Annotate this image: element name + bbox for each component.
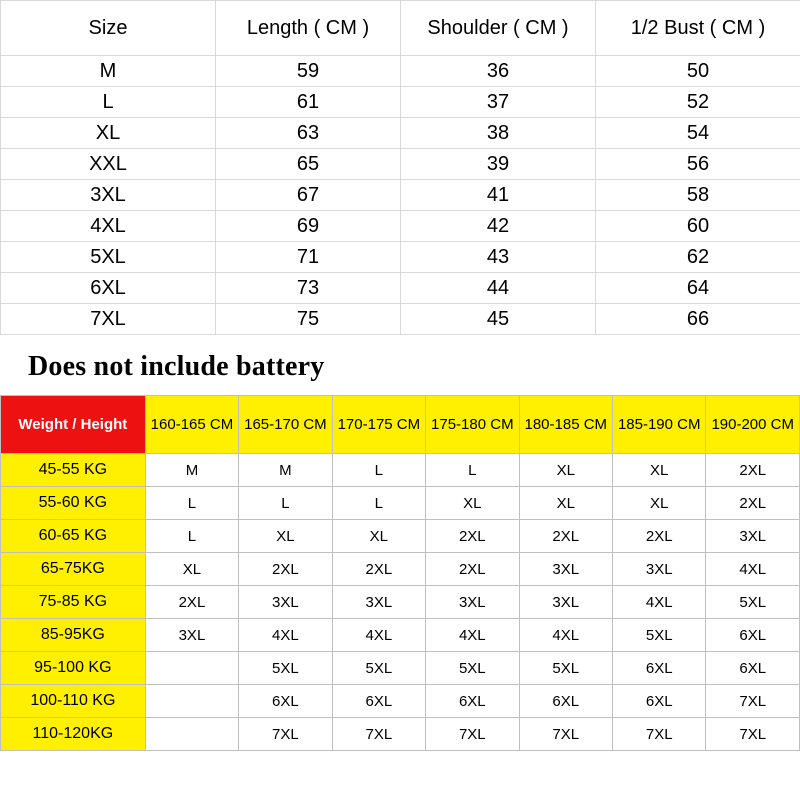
- size-cell: 7XL: [332, 718, 425, 751]
- table-row: [1, 520, 800, 553]
- size-cell: 7XL: [706, 718, 800, 751]
- table-row: [1, 454, 800, 487]
- size-cell: 3XL: [519, 586, 612, 619]
- size-cell: [145, 685, 238, 718]
- weight-height-corner-label: Weight / Height: [1, 396, 146, 454]
- weight-height-table-head: [1, 396, 800, 454]
- size-cell: L: [145, 487, 238, 520]
- bust-value: 54: [596, 118, 800, 149]
- table-row: [1, 553, 800, 586]
- size-cell: 6XL: [706, 652, 800, 685]
- size-cell: 4XL: [426, 619, 519, 652]
- length-value: 69: [216, 211, 401, 242]
- size-cell: XL: [612, 454, 705, 487]
- size-label: 5XL: [1, 242, 216, 273]
- weight-range-label: 95-100 KG: [1, 652, 146, 685]
- table-row: [1, 149, 800, 180]
- size-cell: 2XL: [612, 520, 705, 553]
- shoulder-value: 38: [401, 118, 596, 149]
- garment-measurements-table: [0, 0, 800, 335]
- length-value: 73: [216, 273, 401, 304]
- size-label: 7XL: [1, 304, 216, 335]
- table-row: [1, 586, 800, 619]
- size-cell: 6XL: [612, 685, 705, 718]
- table-row: [1, 242, 800, 273]
- table-row: [1, 619, 800, 652]
- size-cell: 3XL: [239, 586, 332, 619]
- size-cell: 3XL: [706, 520, 800, 553]
- shoulder-value: 44: [401, 273, 596, 304]
- size-label: 3XL: [1, 180, 216, 211]
- shoulder-value: 39: [401, 149, 596, 180]
- length-value: 63: [216, 118, 401, 149]
- shoulder-value: 45: [401, 304, 596, 335]
- table-header-row: [1, 396, 800, 454]
- size-cell: 6XL: [706, 619, 800, 652]
- table-row: [1, 304, 800, 335]
- table-row: [1, 718, 800, 751]
- weight-range-label: 60-65 KG: [1, 520, 146, 553]
- weight-range-label: 110-120KG: [1, 718, 146, 751]
- size-cell: [145, 718, 238, 751]
- column-header-bust: 1/2 Bust ( CM ): [596, 1, 800, 56]
- height-range-header: 190-200 CM: [706, 396, 800, 454]
- size-cell: 6XL: [612, 652, 705, 685]
- size-label: M: [1, 56, 216, 87]
- size-cell: 2XL: [519, 520, 612, 553]
- size-label: 6XL: [1, 273, 216, 304]
- size-table-body: [1, 56, 800, 335]
- size-cell: 7XL: [612, 718, 705, 751]
- size-cell: 5XL: [426, 652, 519, 685]
- size-label: XL: [1, 118, 216, 149]
- shoulder-value: 36: [401, 56, 596, 87]
- size-cell: 4XL: [519, 619, 612, 652]
- size-cell: 7XL: [706, 685, 800, 718]
- size-cell: M: [145, 454, 238, 487]
- size-cell: 2XL: [426, 520, 519, 553]
- size-cell: 4XL: [332, 619, 425, 652]
- size-cell: 2XL: [706, 487, 800, 520]
- size-cell: 2XL: [145, 586, 238, 619]
- bust-value: 64: [596, 273, 800, 304]
- column-header-size: Size: [1, 1, 216, 56]
- size-cell: 3XL: [519, 553, 612, 586]
- size-cell: 4XL: [706, 553, 800, 586]
- size-cell: 5XL: [239, 652, 332, 685]
- shoulder-value: 37: [401, 87, 596, 118]
- weight-range-label: 65-75KG: [1, 553, 146, 586]
- size-cell: XL: [239, 520, 332, 553]
- table-row: [1, 652, 800, 685]
- table-row: [1, 56, 800, 87]
- height-range-header: 160-165 CM: [145, 396, 238, 454]
- weight-height-table-body: [1, 454, 800, 751]
- size-cell: L: [239, 487, 332, 520]
- size-cell: 3XL: [426, 586, 519, 619]
- size-cell: 5XL: [519, 652, 612, 685]
- size-label: L: [1, 87, 216, 118]
- size-cell: L: [332, 454, 425, 487]
- size-cell: M: [239, 454, 332, 487]
- size-cell: [145, 652, 238, 685]
- height-range-header: 170-175 CM: [332, 396, 425, 454]
- table-row: [1, 273, 800, 304]
- size-cell: 6XL: [332, 685, 425, 718]
- size-cell: 2XL: [332, 553, 425, 586]
- size-label: 4XL: [1, 211, 216, 242]
- bust-value: 60: [596, 211, 800, 242]
- weight-range-label: 55-60 KG: [1, 487, 146, 520]
- shoulder-value: 42: [401, 211, 596, 242]
- size-cell: L: [426, 454, 519, 487]
- size-cell: 2XL: [706, 454, 800, 487]
- size-cell: 3XL: [332, 586, 425, 619]
- size-cell: 4XL: [612, 586, 705, 619]
- height-range-header: 185-190 CM: [612, 396, 705, 454]
- size-cell: 7XL: [239, 718, 332, 751]
- size-cell: 3XL: [612, 553, 705, 586]
- length-value: 75: [216, 304, 401, 335]
- battery-notice: Does not include battery: [28, 351, 325, 382]
- size-cell: 6XL: [519, 685, 612, 718]
- size-cell: 6XL: [426, 685, 519, 718]
- size-cell: 7XL: [426, 718, 519, 751]
- size-table-head: [1, 1, 800, 56]
- table-row: [1, 685, 800, 718]
- bust-value: 52: [596, 87, 800, 118]
- weight-height-size-table: [0, 395, 800, 751]
- table-row: [1, 118, 800, 149]
- size-cell: 7XL: [519, 718, 612, 751]
- bust-value: 62: [596, 242, 800, 273]
- table-row: [1, 211, 800, 242]
- height-range-header: 180-185 CM: [519, 396, 612, 454]
- size-cell: XL: [519, 454, 612, 487]
- bust-value: 66: [596, 304, 800, 335]
- bust-value: 56: [596, 149, 800, 180]
- bust-value: 50: [596, 56, 800, 87]
- size-cell: 5XL: [332, 652, 425, 685]
- size-cell: L: [332, 487, 425, 520]
- height-range-header: 175-180 CM: [426, 396, 519, 454]
- shoulder-value: 41: [401, 180, 596, 211]
- bust-value: 58: [596, 180, 800, 211]
- size-cell: XL: [612, 487, 705, 520]
- length-value: 67: [216, 180, 401, 211]
- size-cell: 2XL: [239, 553, 332, 586]
- size-cell: XL: [332, 520, 425, 553]
- weight-range-label: 75-85 KG: [1, 586, 146, 619]
- height-range-header: 165-170 CM: [239, 396, 332, 454]
- size-cell: L: [145, 520, 238, 553]
- size-label: XXL: [1, 149, 216, 180]
- size-cell: 2XL: [426, 553, 519, 586]
- size-cell: XL: [519, 487, 612, 520]
- table-header-row: [1, 1, 800, 56]
- table-row: [1, 87, 800, 118]
- size-cell: XL: [426, 487, 519, 520]
- size-cell: XL: [145, 553, 238, 586]
- table-row: [1, 487, 800, 520]
- size-cell: 4XL: [239, 619, 332, 652]
- size-cell: 5XL: [706, 586, 800, 619]
- length-value: 65: [216, 149, 401, 180]
- size-cell: 3XL: [145, 619, 238, 652]
- column-header-length: Length ( CM ): [216, 1, 401, 56]
- weight-range-label: 45-55 KG: [1, 454, 146, 487]
- length-value: 59: [216, 56, 401, 87]
- table-row: [1, 180, 800, 211]
- length-value: 61: [216, 87, 401, 118]
- size-cell: 6XL: [239, 685, 332, 718]
- size-cell: 5XL: [612, 619, 705, 652]
- weight-range-label: 85-95KG: [1, 619, 146, 652]
- column-header-shoulder: Shoulder ( CM ): [401, 1, 596, 56]
- weight-range-label: 100-110 KG: [1, 685, 146, 718]
- shoulder-value: 43: [401, 242, 596, 273]
- length-value: 71: [216, 242, 401, 273]
